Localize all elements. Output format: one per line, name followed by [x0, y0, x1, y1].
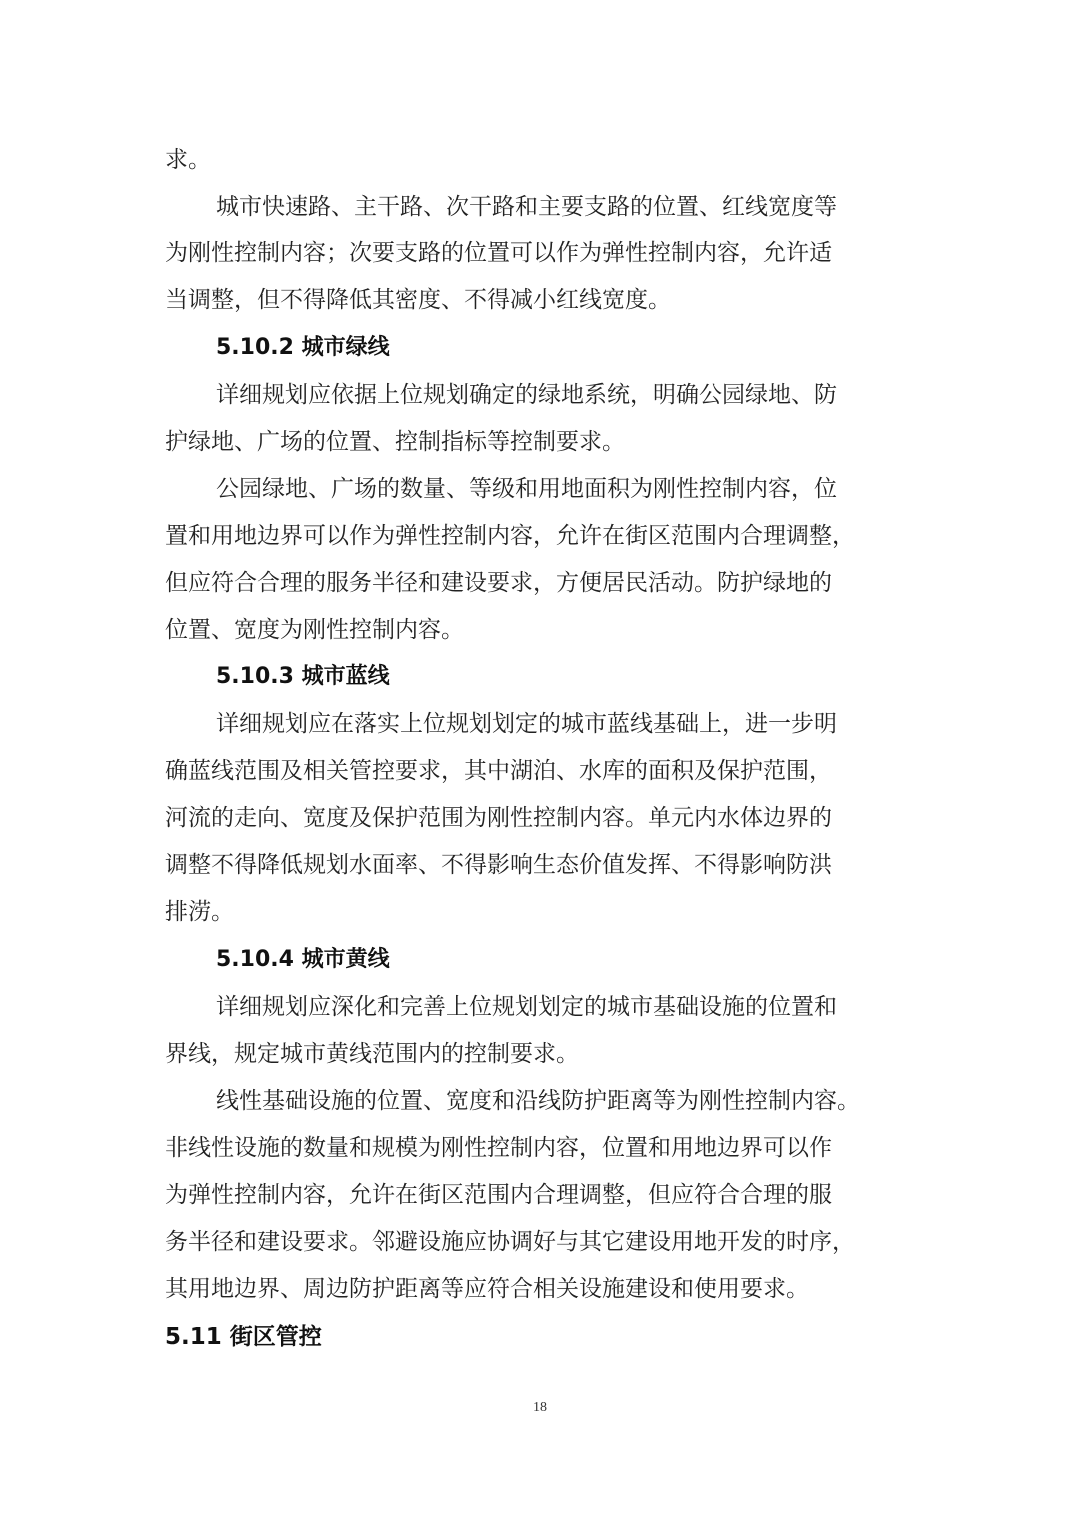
paragraph-start: 详细规划应依据上位规划确定的绿地系统，明确公园绿地、防	[216, 382, 837, 408]
paragraph-start: 城市快速路、主干路、次干路和主要支路的位置、红线宽度等	[216, 194, 837, 220]
text-line: 确蓝线范围及相关管控要求，其中湖泊、水库的面积及保护范围，	[165, 758, 832, 784]
text-line: 非线性设施的数量和规模为刚性控制内容，位置和用地边界可以作	[165, 1135, 832, 1161]
text-line: 护绿地、广场的位置、控制指标等控制要求。	[165, 429, 625, 455]
text-line: 为弹性控制内容，允许在街区范围内合理调整，但应符合合理的服	[165, 1182, 832, 1208]
text-line: 务半径和建设要求。邻避设施应协调好与其它建设用地开发的时序，	[165, 1229, 855, 1255]
text-line: 但应符合合理的服务半径和建设要求，方便居民活动。防护绿地的	[165, 570, 832, 596]
paragraph-start: 线性基础设施的位置、宽度和沿线防护距离等为刚性控制内容。	[216, 1088, 860, 1114]
paragraph-start: 详细规划应在落实上位规划划定的城市蓝线基础上，进一步明	[216, 711, 837, 737]
heading-5-10-4: 5.10.4 城市黄线	[216, 947, 390, 972]
heading-5-10-3: 5.10.3 城市蓝线	[216, 664, 390, 689]
text-line: 其用地边界、周边防护距离等应符合相关设施建设和使用要求。	[165, 1276, 809, 1302]
text-line: 求。	[165, 147, 211, 173]
text-line: 位置、宽度为刚性控制内容。	[165, 617, 464, 643]
page-number: 18	[533, 1400, 547, 1415]
text-line: 河流的走向、宽度及保护范围为刚性控制内容。单元内水体边界的	[165, 805, 832, 831]
heading-5-10-2: 5.10.2 城市绿线	[216, 335, 390, 360]
text-line: 排涝。	[165, 899, 234, 925]
paragraph-start: 详细规划应深化和完善上位规划划定的城市基础设施的位置和	[216, 994, 837, 1020]
text-line: 置和用地边界可以作为弹性控制内容，允许在街区范围内合理调整，	[165, 523, 855, 549]
text-line: 调整不得降低规划水面率、不得影响生态价值发挥、不得影响防洪	[165, 852, 832, 878]
text-line: 为刚性控制内容；次要支路的位置可以作为弹性控制内容，允许适	[165, 240, 832, 266]
heading-5-11: 5.11 街区管控	[165, 1324, 322, 1350]
paragraph-start: 公园绿地、广场的数量、等级和用地面积为刚性控制内容，位	[216, 476, 837, 502]
text-line: 当调整，但不得降低其密度、不得减小红线宽度。	[165, 287, 671, 313]
text-line: 界线，规定城市黄线范围内的控制要求。	[165, 1041, 579, 1067]
